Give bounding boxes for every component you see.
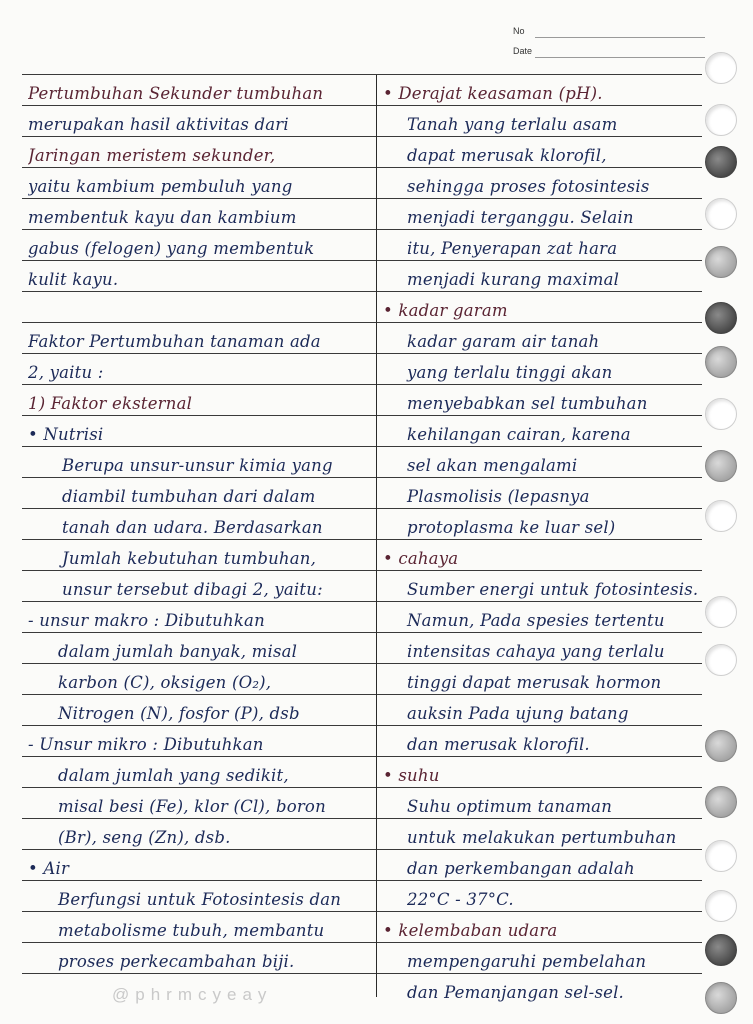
- binder-hole: [705, 52, 737, 84]
- note-line: menyebabkan sel tumbuhan: [407, 394, 648, 413]
- binder-hole: [705, 450, 737, 482]
- note-line: tanah dan udara. Berdasarkan: [62, 518, 323, 537]
- binder-hole: [705, 730, 737, 762]
- note-line: Nitrogen (N), fosfor (P), dsb: [58, 704, 300, 723]
- binder-hole: [705, 104, 737, 136]
- note-line: membentuk kayu dan kambium: [28, 208, 297, 227]
- date-line: [535, 57, 705, 58]
- ruled-line: [22, 74, 702, 75]
- binder-hole: [705, 146, 737, 178]
- note-line: itu, Penyerapan zat hara: [407, 239, 618, 258]
- note-line: intensitas cahaya yang terlalu: [407, 642, 665, 661]
- binder-hole: [705, 840, 737, 872]
- note-line: menjadi terganggu. Selain: [407, 208, 634, 227]
- note-line: kulit kayu.: [28, 270, 119, 289]
- note-line: protoplasma ke luar sel): [407, 518, 616, 537]
- note-line: Plasmolisis (lepasnya: [407, 487, 590, 506]
- note-line: yaitu kambium pembuluh yang: [28, 177, 293, 196]
- note-bullet: • Air: [28, 859, 70, 878]
- note-line: sel akan mengalami: [407, 456, 578, 475]
- note-dash-item: - Unsur mikro : Dibutuhkan: [28, 735, 264, 754]
- note-line: metabolisme tubuh, membantu: [58, 921, 325, 940]
- note-line: Faktor Pertumbuhan tanaman ada: [28, 332, 321, 351]
- binder-hole: [705, 198, 737, 230]
- note-line: Tanah yang terlalu asam: [407, 115, 618, 134]
- note-line: proses perkecambahan biji.: [58, 952, 295, 971]
- note-bullet: • Derajat keasaman (pH).: [383, 84, 603, 103]
- note-bullet: • Nutrisi: [28, 425, 104, 444]
- date-label: Date: [513, 46, 533, 56]
- note-bullet: • suhu: [383, 766, 440, 785]
- note-bullet: • cahaya: [383, 549, 459, 568]
- note-line: dapat merusak klorofil,: [407, 146, 607, 165]
- note-line: [28, 297, 373, 325]
- note-line: kehilangan cairan, karena: [407, 425, 631, 444]
- note-line: Pertumbuhan Sekunder tumbuhan: [28, 84, 324, 103]
- binder-holes: [705, 0, 741, 1024]
- note-line: (Br), seng (Zn), dsb.: [58, 828, 231, 847]
- binder-hole: [705, 786, 737, 818]
- note-line: diambil tumbuhan dari dalam: [62, 487, 316, 506]
- binder-hole: [705, 302, 737, 334]
- no-label: No: [513, 26, 525, 36]
- note-line: dalam jumlah banyak, misal: [58, 642, 298, 661]
- note-line: dalam jumlah yang sedikit,: [58, 766, 289, 785]
- binder-hole: [705, 596, 737, 628]
- note-line: Berupa unsur-unsur kimia yang: [62, 456, 333, 475]
- note-line: dan perkembangan adalah: [407, 859, 635, 878]
- note-line: 22°C - 37°C.: [407, 890, 514, 909]
- column-divider: [376, 75, 377, 997]
- binder-hole: [705, 644, 737, 676]
- binder-hole: [705, 398, 737, 430]
- note-line: tinggi dapat merusak hormon: [407, 673, 662, 692]
- note-line: karbon (C), oksigen (O₂),: [58, 673, 272, 692]
- note-dash-item: - unsur makro : Dibutuhkan: [28, 611, 265, 630]
- binder-hole: [705, 890, 737, 922]
- note-line: misal besi (Fe), klor (Cl), boron: [58, 797, 326, 816]
- note-line: Jaringan meristem sekunder,: [28, 146, 276, 165]
- note-heading: 1) Faktor eksternal: [28, 394, 193, 413]
- binder-hole: [705, 982, 737, 1014]
- note-line: Namun, Pada spesies tertentu: [407, 611, 665, 630]
- note-line: auksin Pada ujung batang: [407, 704, 629, 723]
- note-line: kadar garam air tanah: [407, 332, 600, 351]
- binder-hole: [705, 246, 737, 278]
- no-line: [535, 37, 705, 38]
- note-line: merupakan hasil aktivitas dari: [28, 115, 289, 134]
- note-bullet: • kelembaban udara: [383, 921, 558, 940]
- note-line: dan merusak klorofil.: [407, 735, 590, 754]
- note-line: yang terlalu tinggi akan: [407, 363, 613, 382]
- note-line: Suhu optimum tanaman: [407, 797, 613, 816]
- note-line: menjadi kurang maximal: [407, 270, 620, 289]
- note-line: Jumlah kebutuhan tumbuhan,: [62, 549, 317, 568]
- note-line: Berfungsi untuk Fotosintesis dan: [58, 890, 342, 909]
- note-bullet: • kadar garam: [383, 301, 508, 320]
- note-line: Sumber energi untuk fotosintesis.: [407, 580, 699, 599]
- note-line: dan Pemanjangan sel-sel.: [407, 983, 624, 1002]
- note-line: untuk melakukan pertumbuhan: [407, 828, 677, 847]
- note-line: sehingga proses fotosintesis: [407, 177, 650, 196]
- binder-hole: [705, 934, 737, 966]
- note-line: unsur tersebut dibagi 2, yaitu:: [62, 580, 323, 599]
- note-line: 2, yaitu :: [28, 363, 104, 382]
- watermark: @phrmcyeay: [112, 985, 273, 1004]
- note-line: gabus (felogen) yang membentuk: [28, 239, 315, 258]
- binder-hole: [705, 500, 737, 532]
- binder-hole: [705, 346, 737, 378]
- note-line: mempengaruhi pembelahan: [407, 952, 647, 971]
